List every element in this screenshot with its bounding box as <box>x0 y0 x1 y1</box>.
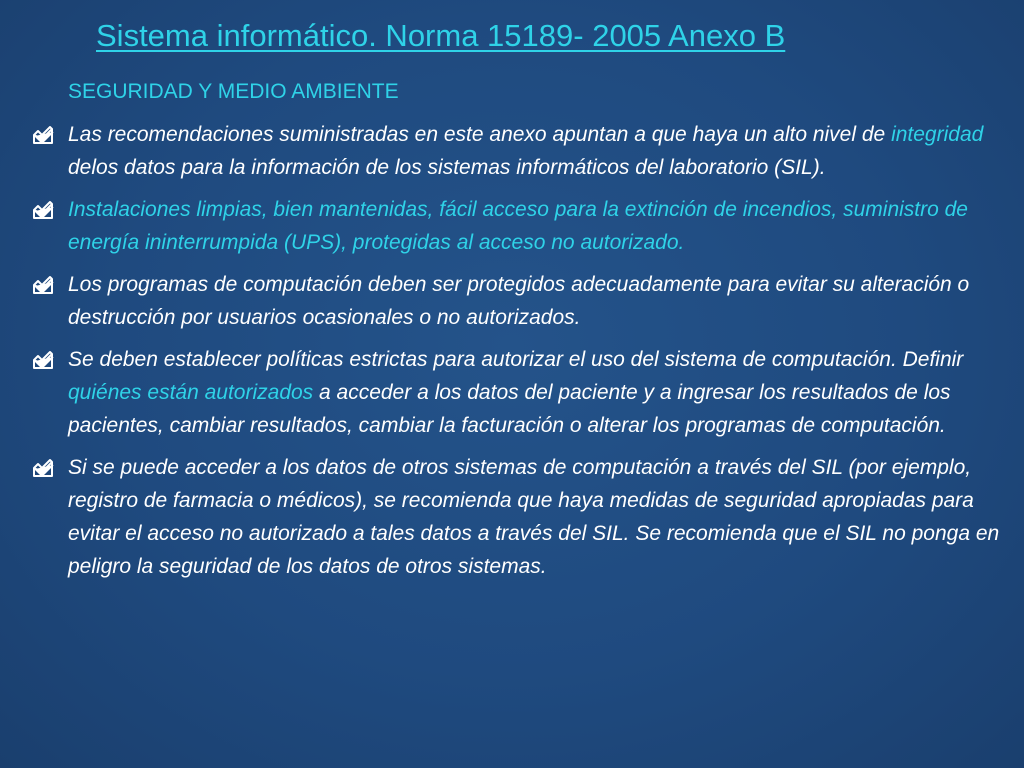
arrow-check-bullet-icon <box>32 350 54 370</box>
bullet-text-part: Las recomendaciones suministradas en este anexo apuntan a que haya un alto nivel de <box>68 123 892 146</box>
bullet-text: Si se puede acceder a los datos de otros sistemas de computación a través del SIL (por ejemplo, registro de farmacia o médicos), se recomienda que haya medidas de seguridad apropiadas para evitar el acceso no autorizado a tales datos a través del SIL. Se recomienda que el SIL no ponga en peligro la seguridad de los datos de otros sistemas. <box>68 456 1000 578</box>
bullet-text-part: delos datos para la información de los sistemas informáticos del laboratorio (SIL). <box>68 156 826 179</box>
bullet-text: Instalaciones limpias, bien mantenidas, fácil acceso para la extinción de incendios, suministro de energía ininterrumpida (UPS), protegidas al acceso no autorizado. <box>68 198 968 254</box>
bullet-item-integridad <box>30 118 1010 184</box>
highlight-integridad: integridad <box>891 123 984 146</box>
bullet-text-part: a acceder a los datos del paciente y a ingresar los resultados de los pacientes, cambiar resultados, cambiar la facturación o alterar los programas de computación. <box>68 381 951 437</box>
bullet-item-politicas <box>30 343 1010 442</box>
arrow-check-bullet-icon <box>32 125 54 145</box>
arrow-check-bullet-icon <box>32 458 54 478</box>
highlight-autorizados: quiénes están autorizados <box>68 381 314 404</box>
bullet-text: Los programas de computación deben ser protegidos adecuadamente para evitar su alteración o destrucción por usuarios ocasionales o no autorizados. <box>68 273 970 329</box>
slide-title: Sistema informático. Norma 15189- 2005 Anexo B <box>96 18 786 53</box>
bullet-item-otros-sistemas <box>30 451 1010 583</box>
arrow-check-bullet-icon <box>32 275 54 295</box>
slide-subtitle: SEGURIDAD Y MEDIO AMBIENTE <box>68 80 399 103</box>
bullet-item-instalaciones <box>30 193 1010 259</box>
arrow-check-bullet-icon <box>32 200 54 220</box>
bullet-text-part: Se deben establecer políticas estrictas para autorizar el uso del sistema de computación. Definir <box>68 348 964 371</box>
bullet-item-programas <box>30 268 1010 334</box>
bullet-list <box>30 118 1010 592</box>
